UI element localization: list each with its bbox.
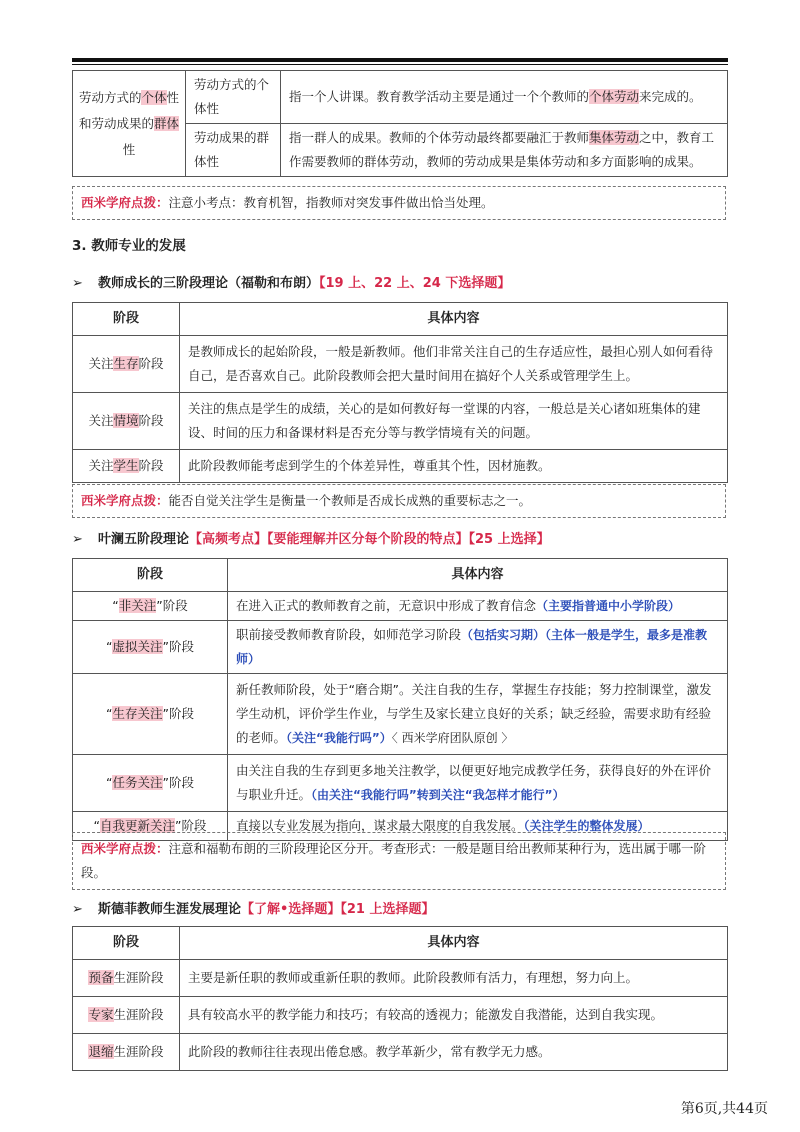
tip-label: 西米学府点拨：: [81, 841, 169, 856]
stage-cell: 预备生涯阶段: [73, 960, 180, 997]
table-row: [73, 393, 728, 450]
row-content: 指一群人的成果。教师的个体劳动最终都要融汇于教师集体劳动之中，教育工作需要教师的群体劳动，教师的劳动成果是集体劳动和多方面影响的成果。: [281, 124, 728, 177]
page-number: 第6页,共44页: [680, 1101, 768, 1117]
content-cell: 是教师成长的起始阶段，一般是新教师。他们非常关注自己的生存适应性，最担心别人如何看待自己，是否喜欢自己。此阶段教师会把大量时间用在搞好个人关系或管理学生上。: [180, 336, 728, 393]
stage-cell: 关注情境阶段: [73, 393, 180, 450]
stage-cell: 退缩生涯阶段: [73, 1034, 180, 1071]
yelan-table: [72, 558, 728, 841]
tip-text: 注意和福勒布朗的三阶段理论区分开。考查形式：一般是题目给出教师某种行为，选出属于哪一阶段。: [81, 841, 707, 880]
header-stage: 阶段: [73, 927, 180, 960]
table-row: [73, 71, 728, 124]
table-header-row: [73, 303, 728, 336]
tip-box: [72, 484, 726, 518]
fuller-table: [72, 302, 728, 483]
stage-cell: “非关注”阶段: [73, 592, 228, 621]
table-row: [73, 997, 728, 1034]
header-stage: 阶段: [73, 303, 180, 336]
table-row: [73, 755, 728, 812]
table-row: [73, 336, 728, 393]
tip-text: 注意小考点：教育机智，指教师对突发事件做出恰当处理。: [168, 195, 494, 210]
stage-cell: 专家生涯阶段: [73, 997, 180, 1034]
section-title: 3. 教师专业的发展: [72, 238, 186, 254]
table-row: [73, 592, 728, 621]
tip-box: [72, 832, 726, 890]
content-cell: 此阶段教师能考虑到学生的个体差异性，尊重其个性，因材施教。: [180, 450, 728, 483]
table-row: [73, 1034, 728, 1071]
table-row: [73, 621, 728, 674]
arrow-icon: ➢: [72, 902, 83, 917]
header-rule-thick: [72, 58, 728, 62]
stage-cell: 关注生存阶段: [73, 336, 180, 393]
header-content: 具体内容: [180, 927, 728, 960]
row-content: 指一个人讲课。教育教学活动主要是通过一个个教师的个体劳动来完成的。: [281, 71, 728, 124]
tip-label: 西米学府点拨：: [81, 195, 169, 210]
stage-cell: 关注学生阶段: [73, 450, 180, 483]
content-cell: 关注的焦点是学生的成绩，关心的是如何教好每一堂课的内容，一般总是关心诸如班集体的建设、时间的压力和备课材料是否充分等与教学情境有关的问题。: [180, 393, 728, 450]
top-table: [72, 70, 728, 177]
content-cell: 主要是新任职的教师或重新任职的教师。此阶段教师有活力，有理想，努力向上。: [180, 960, 728, 997]
subsection-steffy: ➢ 斯德菲教师生涯发展理论【了解•选择题】【21 上选择题】: [72, 902, 435, 917]
stage-cell: “生存关注”阶段: [73, 674, 228, 755]
category-cell: 劳动方式的个体性和劳动成果的群体性: [73, 71, 186, 177]
subsection-fuller: ➢ 教师成长的三阶段理论（福勒和布朗）【19 上、22 上、24 下选择题】: [72, 276, 511, 291]
arrow-icon: ➢: [72, 276, 83, 291]
subsection-yelan: ➢ 叶澜五阶段理论【高频考点】【要能理解并区分每个阶段的特点】【25 上选择】: [72, 532, 550, 547]
stage-cell: “自我更新关注”阶段: [73, 812, 228, 841]
steffy-table: [72, 926, 728, 1071]
arrow-icon: ➢: [72, 532, 83, 547]
header-content: 具体内容: [228, 559, 728, 592]
content-cell: 具有较高水平的教学能力和技巧；有较高的透视力；能激发自我潜能，达到自我实现。: [180, 997, 728, 1034]
content-cell: 在进入正式的教师教育之前，无意识中形成了教育信念（主要指普通中小学阶段）: [228, 592, 728, 621]
tip-box: [72, 186, 726, 220]
header-rule-thin: [72, 64, 728, 65]
table-header-row: [73, 559, 728, 592]
content-cell: 直接以专业发展为指向，谋求最大限度的自我发展。（关注学生的整体发展）: [228, 812, 728, 841]
content-cell: 新任教师阶段，处于“磨合期”。关注自我的生存，掌握生存技能；努力控制课堂，激发学生动机，评价学生作业，与学生及家长建立良好的关系；缺乏经验，需要求助有经验的老师。（关注“我能行吗”）〈 西米学府团队原创 〉: [228, 674, 728, 755]
stage-cell: “虚拟关注”阶段: [73, 621, 228, 674]
table-row: [73, 450, 728, 483]
content-cell: 职前接受教师教育阶段，如师范学习阶段（包括实习期）（主体一般是学生，最多是准教师）: [228, 621, 728, 674]
tip-text: 能否自觉关注学生是衡量一个教师是否成长成熟的重要标志之一。: [168, 493, 532, 508]
header-stage: 阶段: [73, 559, 228, 592]
row-name: 劳动方式的个体性: [186, 71, 281, 124]
table-row: [73, 674, 728, 755]
header-content: 具体内容: [180, 303, 728, 336]
row-name: 劳动成果的群体性: [186, 124, 281, 177]
table-row: [73, 960, 728, 997]
table-header-row: [73, 927, 728, 960]
content-cell: 由关注自我的生存到更多地关注教学，以便更好地完成教学任务，获得良好的外在评价与职业升迁。（由关注“我能行吗”转到关注“我怎样才能行”）: [228, 755, 728, 812]
tip-label: 西米学府点拨：: [81, 493, 169, 508]
content-cell: 此阶段的教师往往表现出倦怠感。教学革新少，常有教学无力感。: [180, 1034, 728, 1071]
stage-cell: “任务关注”阶段: [73, 755, 228, 812]
